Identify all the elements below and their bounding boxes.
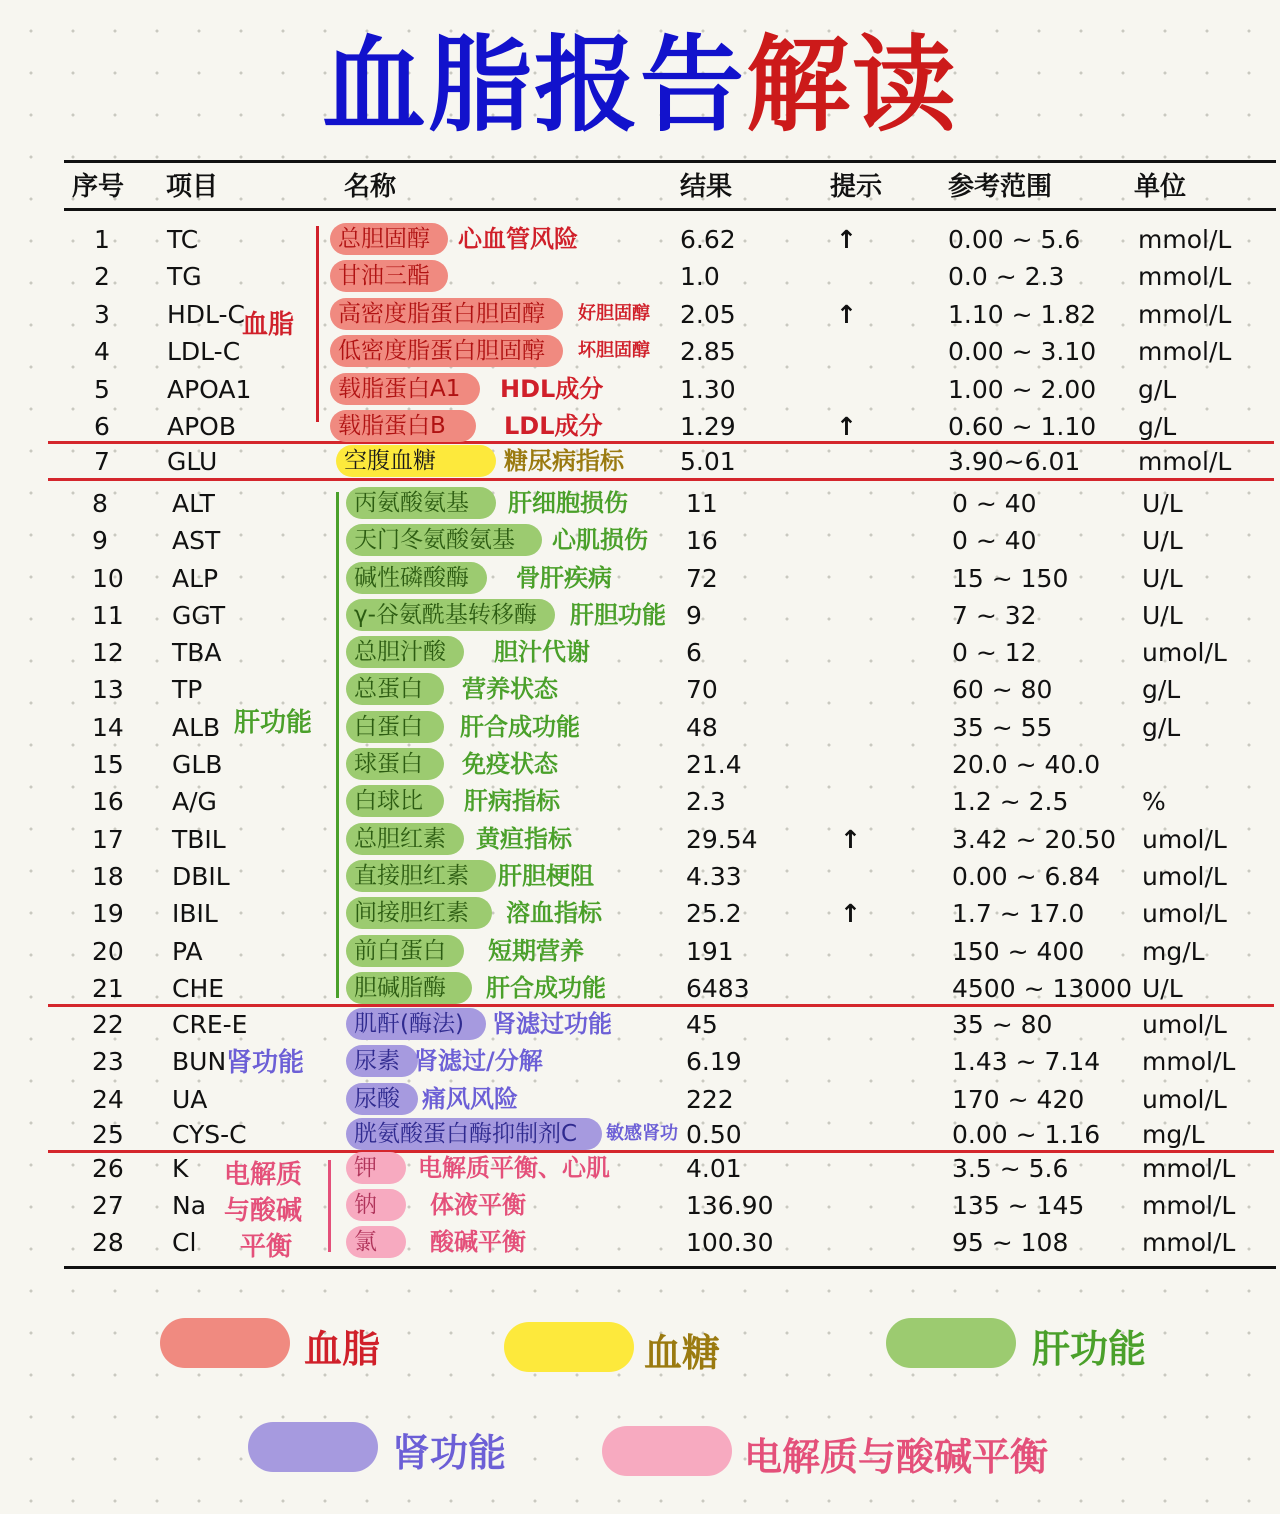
row-seq: 19	[92, 899, 124, 928]
group-label-lipid: 血脂	[242, 310, 295, 340]
header-range: 参考范围	[948, 172, 1053, 202]
row-name-pill: 载脂蛋白B	[330, 410, 476, 442]
row-seq: 21	[92, 974, 124, 1003]
table-bottom-rule	[64, 1266, 1276, 1269]
row-name-pill: 载脂蛋白A1	[330, 373, 480, 405]
row-reference-range: 95 ~ 108	[952, 1228, 1069, 1257]
row-unit: mmol/L	[1138, 447, 1232, 476]
row-name-pill: 尿酸	[346, 1083, 418, 1115]
row-name-pill: 尿素	[346, 1045, 418, 1077]
row-abbr: CHE	[172, 974, 225, 1003]
row-abbr: TG	[167, 262, 202, 291]
table-row	[0, 371, 1280, 408]
row-annotation: 胆汁代谢	[494, 638, 590, 666]
row-reference-range: 0 ~ 12	[952, 638, 1037, 667]
table-row	[0, 597, 1280, 634]
row-name-pill: 直接胆红素	[346, 860, 496, 892]
title-part-1: 血脂报告	[321, 24, 746, 146]
row-result: 72	[686, 564, 718, 593]
table-row	[0, 933, 1280, 970]
table-top-rule	[64, 160, 1276, 163]
row-name-pill: 高密度脂蛋白胆固醇	[330, 298, 563, 330]
row-reference-range: 0.0 ~ 2.3	[948, 262, 1065, 291]
row-seq: 10	[92, 564, 124, 593]
row-reference-range: 0.00 ~ 6.84	[952, 862, 1101, 891]
row-annotation: 糖尿病指标	[504, 447, 624, 475]
row-annotation: LDL成分	[504, 412, 603, 440]
row-name-pill: 胆碱脂酶	[346, 972, 472, 1004]
header-result: 结果	[680, 172, 733, 202]
row-name-pill: 低密度脂蛋白胆固醇	[330, 335, 563, 367]
row-hint-arrow: ↑	[836, 225, 857, 254]
row-result: 6.19	[686, 1047, 742, 1076]
row-result: 6	[686, 638, 702, 667]
header-bottom-rule	[64, 208, 1276, 211]
row-name-pill: 天门冬氨酸氨基	[346, 524, 542, 556]
row-abbr: HDL-C	[167, 300, 246, 329]
row-unit: umol/L	[1142, 638, 1227, 667]
row-abbr: ALB	[172, 713, 221, 742]
row-reference-range: 3.5 ~ 5.6	[952, 1154, 1069, 1183]
row-abbr: PA	[172, 937, 203, 966]
row-seq: 18	[92, 862, 124, 891]
table-row	[0, 443, 1280, 480]
table-row	[0, 522, 1280, 559]
row-seq: 17	[92, 825, 124, 854]
table-row	[0, 821, 1280, 858]
row-result: 0.50	[686, 1120, 742, 1149]
row-abbr: GLU	[167, 447, 218, 476]
row-result: 16	[686, 526, 718, 555]
row-abbr: GLB	[172, 750, 223, 779]
row-result: 29.54	[686, 825, 758, 854]
legend-label-lipid: 血脂	[304, 1327, 381, 1371]
row-seq: 27	[92, 1191, 124, 1220]
table-row	[0, 895, 1280, 932]
row-unit: mmol/L	[1138, 262, 1232, 291]
row-annotation: 肝合成功能	[486, 974, 606, 1002]
row-name-pill: 空腹血糖	[336, 445, 496, 477]
row-unit: mmol/L	[1138, 337, 1232, 366]
page-title	[0, 24, 1280, 146]
row-name-pill: γ-谷氨酰基转移酶	[346, 599, 555, 631]
row-seq: 24	[92, 1085, 124, 1114]
row-unit: umol/L	[1142, 825, 1227, 854]
row-result: 11	[686, 489, 718, 518]
row-name-pill: 碱性磷酸酶	[346, 562, 487, 594]
row-name-pill: 胱氨酸蛋白酶抑制剂C	[346, 1118, 602, 1150]
table-row	[0, 1116, 1280, 1153]
row-annotation: 好胆固醇	[578, 303, 650, 324]
row-abbr: Na	[172, 1191, 207, 1220]
row-name-pill: 总胆红素	[346, 823, 464, 855]
row-seq: 14	[92, 713, 124, 742]
row-annotation: 短期营养	[488, 937, 584, 965]
row-name-pill: 钠	[346, 1189, 406, 1221]
table-row	[0, 1081, 1280, 1118]
row-unit: %	[1142, 787, 1166, 816]
table-row	[0, 560, 1280, 597]
row-reference-range: 1.7 ~ 17.0	[952, 899, 1085, 928]
row-abbr: TBA	[172, 638, 222, 667]
row-abbr: Cl	[172, 1228, 197, 1257]
row-unit: mmol/L	[1142, 1191, 1236, 1220]
row-unit: umol/L	[1142, 899, 1227, 928]
group-label-electrolyte-3: 平衡	[240, 1232, 293, 1262]
row-abbr: APOB	[167, 412, 237, 441]
legend-swatch-liver	[886, 1318, 1016, 1368]
row-reference-range: 7 ~ 32	[952, 601, 1037, 630]
row-annotation: 敏感肾功	[606, 1123, 678, 1144]
row-reference-range: 1.43 ~ 7.14	[952, 1047, 1101, 1076]
row-unit: U/L	[1142, 974, 1183, 1003]
row-seq: 6	[94, 412, 110, 441]
row-reference-range: 170 ~ 420	[952, 1085, 1085, 1114]
row-seq: 16	[92, 787, 124, 816]
header-item: 项目	[166, 172, 219, 202]
row-unit: mmol/L	[1138, 225, 1232, 254]
row-abbr: APOA1	[167, 375, 252, 404]
row-result: 48	[686, 713, 718, 742]
row-annotation: 肾滤过/分解	[414, 1047, 543, 1075]
row-reference-range: 0.00 ~ 3.10	[948, 337, 1097, 366]
row-reference-range: 15 ~ 150	[952, 564, 1069, 593]
row-result: 191	[686, 937, 734, 966]
row-seq: 20	[92, 937, 124, 966]
table-row	[0, 1187, 1280, 1224]
row-abbr: CRE-E	[172, 1010, 248, 1039]
row-seq: 23	[92, 1047, 124, 1076]
row-annotation: 肝胆功能	[570, 601, 666, 629]
row-result: 4.01	[686, 1154, 742, 1183]
table-row	[0, 1006, 1280, 1043]
row-seq: 3	[94, 300, 110, 329]
row-unit: g/L	[1142, 713, 1181, 742]
legend-swatch-kidney	[248, 1422, 378, 1472]
row-name-pill: 间接胆红素	[346, 897, 492, 929]
row-reference-range: 150 ~ 400	[952, 937, 1085, 966]
row-reference-range: 35 ~ 55	[952, 713, 1053, 742]
row-name-pill: 总胆汁酸	[346, 636, 464, 668]
row-unit: mmol/L	[1142, 1154, 1236, 1183]
table-row	[0, 746, 1280, 783]
row-result: 2.85	[680, 337, 736, 366]
row-name-pill: 白球比	[346, 785, 444, 817]
table-row	[0, 408, 1280, 445]
row-seq: 12	[92, 638, 124, 667]
row-unit: U/L	[1142, 526, 1183, 555]
legend-swatch-electrolyte	[602, 1426, 732, 1476]
row-result: 5.01	[680, 447, 736, 476]
row-unit: umol/L	[1142, 1085, 1227, 1114]
row-result: 70	[686, 675, 718, 704]
row-reference-range: 135 ~ 145	[952, 1191, 1085, 1220]
row-unit: mmol/L	[1142, 1228, 1236, 1257]
row-seq: 15	[92, 750, 124, 779]
table-row	[0, 783, 1280, 820]
row-abbr: BUN	[172, 1047, 227, 1076]
row-abbr: LDL-C	[167, 337, 241, 366]
row-name-pill: 总蛋白	[346, 673, 444, 705]
row-seq: 26	[92, 1154, 124, 1183]
row-annotation: 肝病指标	[464, 787, 560, 815]
row-name-pill: 球蛋白	[346, 748, 444, 780]
row-annotation: 肝胆梗阻	[498, 862, 594, 890]
row-result: 1.29	[680, 412, 736, 441]
row-abbr: CYS-C	[172, 1120, 247, 1149]
row-result: 9	[686, 601, 702, 630]
row-abbr: ALT	[172, 489, 215, 518]
header-hint: 提示	[830, 172, 883, 202]
group-label-electrolyte-2: 与酸碱	[224, 1196, 303, 1226]
row-name-pill: 丙氨酸氨基	[346, 487, 496, 519]
row-unit: umol/L	[1142, 1010, 1227, 1039]
row-unit: mmol/L	[1138, 300, 1232, 329]
row-reference-range: 0 ~ 40	[952, 489, 1037, 518]
row-abbr: A/G	[172, 787, 217, 816]
row-annotation: 心血管风险	[458, 225, 578, 253]
row-name-pill: 钾	[346, 1152, 406, 1184]
row-result: 1.0	[680, 262, 720, 291]
row-reference-range: 3.90~6.01	[948, 447, 1081, 476]
row-name-pill: 总胆固醇	[330, 223, 448, 255]
row-reference-range: 1.2 ~ 2.5	[952, 787, 1069, 816]
legend-swatch-lipid	[160, 1318, 290, 1368]
row-annotation: 体液平衡	[430, 1191, 526, 1219]
row-unit: mmol/L	[1142, 1047, 1236, 1076]
table-row	[0, 671, 1280, 708]
row-reference-range: 0 ~ 40	[952, 526, 1037, 555]
table-row	[0, 485, 1280, 522]
row-abbr: ALP	[172, 564, 219, 593]
row-seq: 8	[92, 489, 108, 518]
row-abbr: UA	[172, 1085, 208, 1114]
table-row	[0, 258, 1280, 295]
row-annotation: 坏胆固醇	[578, 340, 650, 361]
row-annotation: 营养状态	[462, 675, 558, 703]
table-row	[0, 333, 1280, 370]
row-annotation: 酸碱平衡	[430, 1228, 526, 1256]
row-seq: 5	[94, 375, 110, 404]
row-unit: U/L	[1142, 489, 1183, 518]
row-annotation: 免疫状态	[462, 750, 558, 778]
row-name-pill: 肌酐(酶法)	[346, 1008, 486, 1040]
row-result: 2.05	[680, 300, 736, 329]
legend-label-liver: 肝功能	[1032, 1327, 1147, 1371]
row-result: 6483	[686, 974, 750, 1003]
row-annotation: 黄疸指标	[476, 825, 572, 853]
row-result: 4.33	[686, 862, 742, 891]
row-annotation: 肾滤过功能	[492, 1010, 612, 1038]
row-seq: 4	[94, 337, 110, 366]
row-abbr: DBIL	[172, 862, 230, 891]
row-abbr: AST	[172, 526, 221, 555]
row-seq: 1	[94, 225, 110, 254]
row-unit: U/L	[1142, 601, 1183, 630]
table-row	[0, 296, 1280, 333]
row-annotation: 痛风风险	[422, 1085, 518, 1113]
row-abbr: GGT	[172, 601, 226, 630]
group-label-liver: 肝功能	[234, 708, 313, 738]
legend-label-kidney: 肾功能	[392, 1431, 507, 1475]
row-abbr: TC	[167, 225, 199, 254]
row-seq: 13	[92, 675, 124, 704]
row-unit: mg/L	[1142, 1120, 1205, 1149]
header-unit: 单位	[1134, 172, 1187, 202]
row-result: 6.62	[680, 225, 736, 254]
row-unit: umol/L	[1142, 862, 1227, 891]
row-name-pill: 前白蛋白	[346, 935, 464, 967]
row-name-pill: 氯	[346, 1226, 406, 1258]
row-result: 45	[686, 1010, 718, 1039]
row-seq: 9	[92, 526, 108, 555]
header-name: 名称	[344, 172, 397, 202]
row-annotation: 肝细胞损伤	[508, 489, 628, 517]
row-name-pill: 白蛋白	[346, 711, 444, 743]
row-reference-range: 35 ~ 80	[952, 1010, 1053, 1039]
row-annotation: 电解质平衡、心肌	[418, 1154, 610, 1182]
row-annotation: 心肌损伤	[552, 526, 648, 554]
row-reference-range: 1.10 ~ 1.82	[948, 300, 1097, 329]
row-result: 2.3	[686, 787, 726, 816]
table-row	[0, 634, 1280, 671]
row-hint-arrow: ↑	[836, 412, 857, 441]
row-hint-arrow: ↑	[836, 300, 857, 329]
row-annotation: 骨肝疾病	[516, 564, 612, 592]
table-row	[0, 709, 1280, 746]
row-seq: 22	[92, 1010, 124, 1039]
row-abbr: IBIL	[172, 899, 218, 928]
row-name-pill: 甘油三酯	[330, 260, 448, 292]
row-abbr: K	[172, 1154, 189, 1183]
row-hint-arrow: ↑	[840, 899, 861, 928]
row-reference-range: 60 ~ 80	[952, 675, 1053, 704]
legend-swatch-sugar	[504, 1322, 634, 1372]
table-row	[0, 1150, 1280, 1187]
row-reference-range: 0.00 ~ 5.6	[948, 225, 1081, 254]
row-reference-range: 0.60 ~ 1.10	[948, 412, 1097, 441]
row-reference-range: 4500 ~ 13000	[952, 974, 1132, 1003]
row-unit: g/L	[1138, 412, 1177, 441]
row-annotation: 肝合成功能	[460, 713, 580, 741]
row-annotation: HDL成分	[500, 375, 604, 403]
row-result: 136.90	[686, 1191, 774, 1220]
row-reference-range: 3.42 ~ 20.50	[952, 825, 1117, 854]
row-result: 100.30	[686, 1228, 774, 1257]
legend-label-electrolyte: 电解质与酸碱平衡	[744, 1435, 1049, 1479]
row-reference-range: 1.00 ~ 2.00	[948, 375, 1097, 404]
row-result: 21.4	[686, 750, 742, 779]
title-part-2: 解读	[746, 24, 959, 146]
table-row	[0, 970, 1280, 1007]
legend-label-sugar: 血糖	[644, 1331, 721, 1375]
row-unit: U/L	[1142, 564, 1183, 593]
row-seq: 7	[94, 447, 110, 476]
group-label-electrolyte-1: 电解质	[224, 1160, 303, 1190]
table-row	[0, 1043, 1280, 1080]
row-unit: g/L	[1142, 675, 1181, 704]
row-unit: g/L	[1138, 375, 1177, 404]
row-seq: 28	[92, 1228, 124, 1257]
table-row	[0, 221, 1280, 258]
table-row	[0, 1224, 1280, 1261]
table-row	[0, 858, 1280, 895]
header-seq: 序号	[72, 172, 125, 202]
row-result: 25.2	[686, 899, 742, 928]
row-result: 1.30	[680, 375, 736, 404]
row-result: 222	[686, 1085, 734, 1114]
row-reference-range: 20.0 ~ 40.0	[952, 750, 1101, 779]
row-seq: 11	[92, 601, 124, 630]
row-abbr: TBIL	[172, 825, 226, 854]
row-reference-range: 0.00 ~ 1.16	[952, 1120, 1101, 1149]
row-seq: 25	[92, 1120, 124, 1149]
row-annotation: 溶血指标	[506, 899, 602, 927]
row-unit: mg/L	[1142, 937, 1205, 966]
row-hint-arrow: ↑	[840, 825, 861, 854]
group-label-kidney: 肾功能	[226, 1048, 305, 1078]
row-abbr: TP	[172, 675, 203, 704]
row-seq: 2	[94, 262, 110, 291]
